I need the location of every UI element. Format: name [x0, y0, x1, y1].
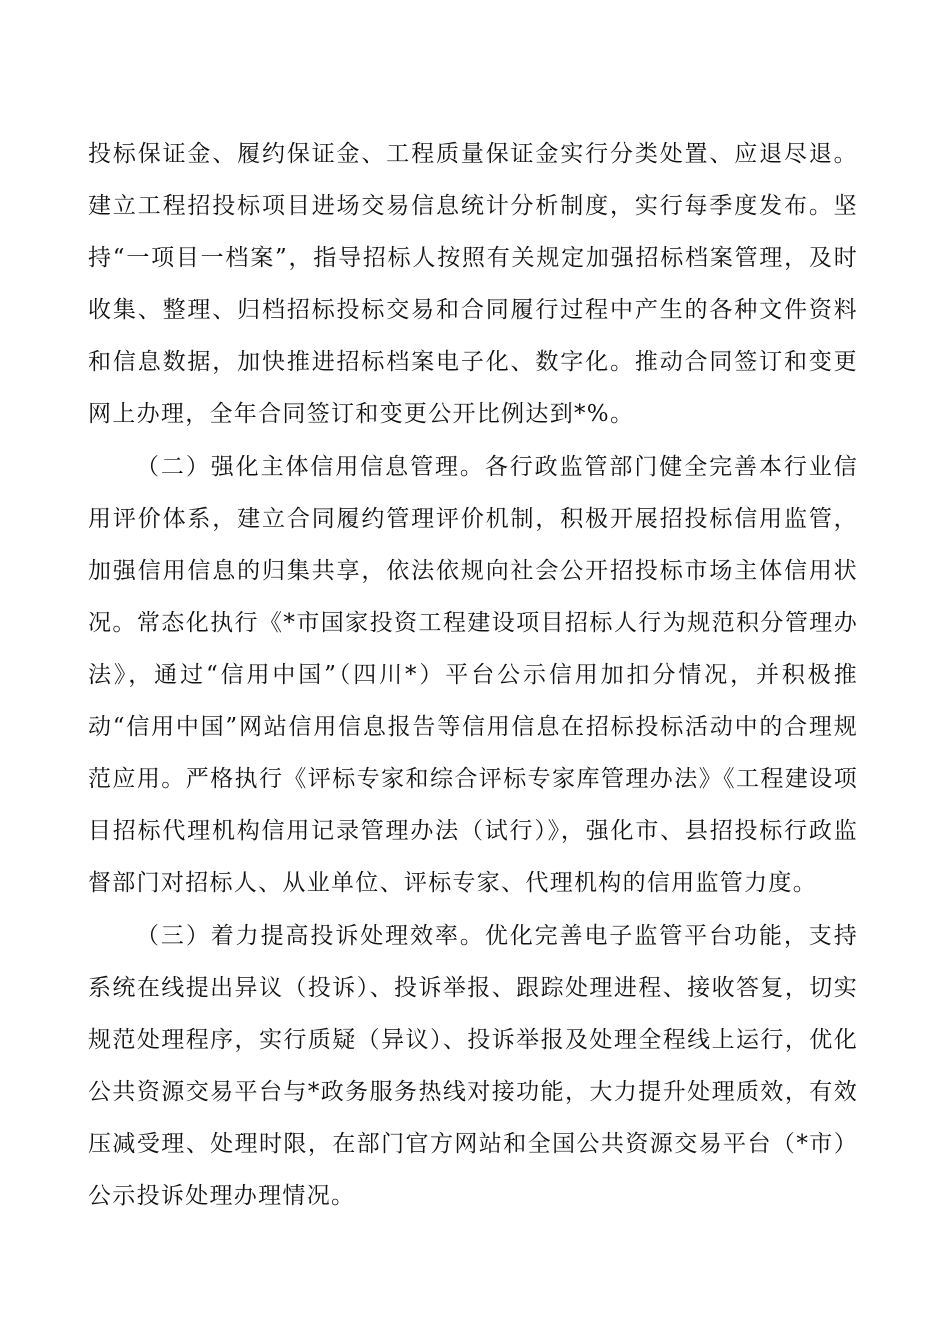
paragraph-1: 投标保证金、履约保证金、工程质量保证金实行分类处置、应退尽退。建立工程招投标项目进场交易信息统计分析制度，实行每季度发布。坚持“一项目一档案”，指导招标人按照有关规定加强招标档案管理，及时收集、整理、归档招标投标交易和合同履行过程中产生的各种文件资料和信息数据，加快推进招标档案电子化、数字化。推动合同签订和变更网上办理，全年合同签订和变更公开比例达到*%。: [88, 141, 858, 427]
paragraph-3: （三）着力提高投诉处理效率。优化完善电子监管平台功能，支持系统在线提出异议（投诉）、投诉举报、跟踪处理进程、接收答复，切实规范处理程序，实行质疑（异议）、投诉举报及处理全程线上运行，优化公共资源交易平台与*政务服务热线对接功能，大力提升处理质效，有效压减受理、处理时限，在部门官方网站和全国公共资源交易平台（*市）公示投诉处理办理情况。: [88, 923, 858, 1209]
paragraph-2: （二）强化主体信用信息管理。各行政监管部门健全完善本行业信用评价体系，建立合同履约管理评价机制，积极开展招投标信用监管，加强信用信息的归集共享，依法依规向社会公开招投标市场主体信用状况。常态化执行《*市国家投资工程建设项目招标人行为规范积分管理办法》，通过“信用中国”（四川*）平台公示信用加扣分情况，并积极推动“信用中国”网站信用信息报告等信用信息在招标投标活动中的合理规范应用。严格执行《评标专家和综合评标专家库管理办法》《工程建设项目招标代理机构信用记录管理办法（试行）》，强化市、县招投标行政监督部门对招标人、从业单位、评标专家、代理机构的信用监管力度。: [88, 454, 858, 896]
